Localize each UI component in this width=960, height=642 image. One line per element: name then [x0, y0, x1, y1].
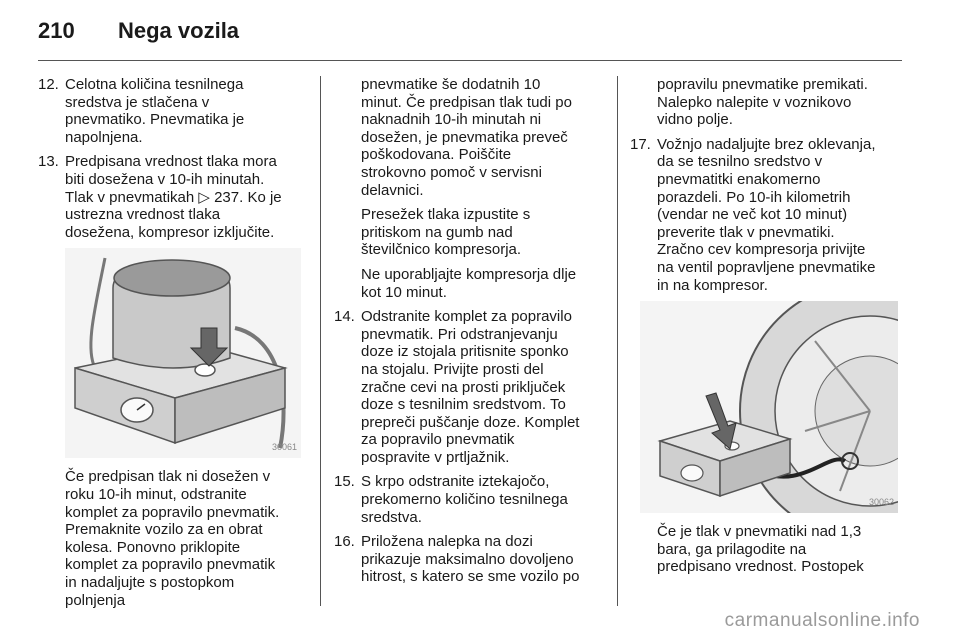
step-text: Odstranite komplet za popravilo pnevmatik. Pri odstranjevanju doze iz stojala pritisnite sponko na stojalu. Privijte prosti del zračne cevi na prosti priključek doze s tesnilnim sredstvom. To prepreči puščanje doze. Komplet za popravilo pnevmatik pospravite v prtljažnik. — [361, 308, 580, 466]
step-number: 16. — [334, 533, 355, 551]
step-13 — [38, 153, 284, 241]
column-divider-left — [320, 76, 321, 606]
paragraph: popravilu pnevmatike premikati. Nalepko nalepite v voznikovo vidno polje. — [657, 76, 868, 129]
paragraph: Ne uporabljajte kompresorja dlje kot 10 minut. — [361, 265, 577, 301]
header-rule — [38, 60, 902, 61]
step-text: S krpo odstranite iztekajočo, prekomerno količino tesnilnega sredstva. — [361, 473, 568, 526]
paragraph: pnevmatike še dodatnih 10 minut. Če predpisan tlak tudi po naknadnih 10-ih minutah ni dosežen, je pnevmatika preveč poškodovana. Poiščite strokovno pomoč v servisni delavnici. — [361, 76, 572, 199]
column-1 — [38, 76, 297, 616]
figure-code: 30061 — [271, 441, 297, 452]
step-text: Predpisana vrednost tlaka mora biti dosežena v 10-ih minutah. Tlak v pnevmatikah ▷ 237. Ko je ustrezna vrednost tlaka dosežena, kompresor izključite. — [65, 153, 282, 241]
paragraph: Če je tlak v pnevmatiki nad 1,3 bara, ga prilagodite na predpisano vrednost. Postopek — [657, 523, 864, 576]
step-text: Vožnjo nadaljujte brez oklevanja, da se tesnilno sredstvo v pnevmatitki enakomerno porazdeli. Po 10-ih kilometrih (vendar ne več kot 10 minut) preverite tlak v pnevmatiki. Zračno cev kompresorja privijte na ventil popravljene pnevmatike in na kompresor. — [657, 135, 876, 294]
figure-code: 30062 — [868, 496, 894, 507]
step-number: 15. — [334, 473, 355, 491]
paragraph: Presežek tlaka izpustite s pritiskom na gumb nad številčnico kompresorja. — [361, 206, 531, 259]
step-number: 14. — [334, 308, 355, 326]
compressor-tyre-illustration — [640, 301, 898, 513]
page-title: Nega vozila — [118, 18, 240, 43]
step-14 — [334, 308, 580, 466]
step-number: 13. — [38, 153, 59, 171]
step-text: Priložena nalepka na dozi prikazuje maksimalno dovoljeno hitrost, s katero se sme vozilo po — [361, 533, 580, 586]
column-3 — [630, 76, 894, 583]
column-divider-right — [617, 76, 618, 606]
column-2 — [334, 76, 580, 593]
step-number: 12. — [38, 76, 59, 93]
step-text: Celotna količina tesnilnega sredstva je stlačena v pnevmatiko. Pnevmatika je napolnjena. — [65, 76, 245, 146]
compressor-illustration — [65, 248, 301, 458]
page-number: 210 — [38, 18, 75, 43]
step-number: 17. — [630, 135, 651, 153]
step-15 — [334, 473, 580, 526]
figure-compressor-tyre — [640, 301, 898, 513]
step-16 — [334, 533, 580, 586]
figure-compressor-button — [65, 248, 301, 458]
step-12 — [38, 76, 284, 146]
watermark: carmanualsonline.info — [724, 610, 920, 631]
paragraph: Če predpisan tlak ni dosežen v roku 10-ih minut, odstranite komplet za popravilo pnevmatik. Premaknite vozilo za en obrat kolesa. Ponovno priklopite komplet za popravilo pnevmatik in nadaljujte s postopkom polnjenja — [65, 468, 280, 609]
step-17 — [630, 136, 876, 294]
